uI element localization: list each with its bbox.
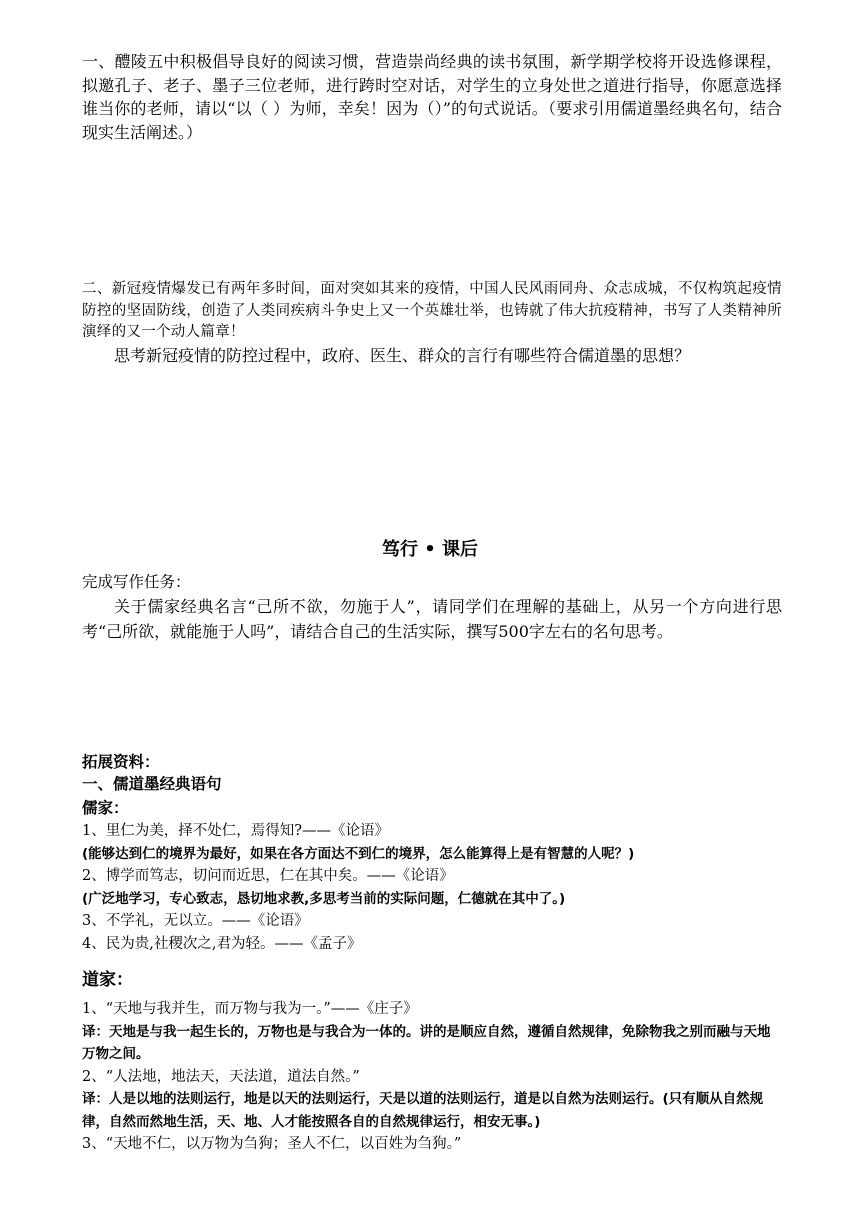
task-body: 关于儒家经典名言“己所不欲，勿施于人”，请同学们在理解的基础上，从另一个方向进行思考“己所欲，就能施于人吗”，请结合自己的生活实际，撰写500字左右的名句思考。 bbox=[82, 597, 782, 641]
quote-line: 2、博学而笃志，切问而近思，仁在其中矣。——《论语》 bbox=[82, 868, 454, 884]
quote-line: 2、“人法地，地法天，天法道，道法自然。” bbox=[82, 1068, 360, 1085]
extension-title: 拓展资料： bbox=[82, 753, 160, 771]
quote-line: 1、里仁为美，择不处仁，焉得知?——《论语》 bbox=[82, 823, 389, 839]
daoist-label: 道家： bbox=[82, 970, 133, 990]
quote-line: 1、“天地与我并生，而万物与我为一。”——《庄子》 bbox=[82, 1001, 418, 1017]
task-label: 完成写作任务： bbox=[82, 573, 191, 591]
confucian-quotes bbox=[82, 820, 782, 955]
translation-line: 译：天地是与我一起生长的，万物也是与我合为一体的。讲的是顺应自然，遵循自然规律，免除物我之别而融与天地万物之间。 bbox=[82, 1023, 771, 1062]
translation-line: 译：人是以地的法则运行，地是以天的法则运行，天是以道的法则运行，道是以自然为法则运行。(只有顺从自然规律，自然而然地生活，天、地、人才能按照各自的自然规律运行，相安无事。) bbox=[82, 1091, 764, 1130]
quote-line: 4、民为贵,社稷次之,君为轻。——《孟子》 bbox=[82, 935, 362, 952]
quote-line: 3、不学礼，无以立。——《论语》 bbox=[82, 913, 309, 929]
question-two-intro: 二、新冠疫情爆发已有两年多时间，面对突如其来的疫情，中国人民风雨同舟、众志成城，不仅构筑起疫情防控的坚固防线，创造了人类同疾病斗争史上又一个英雄壮举，也铸就了伟大抗疫精神，书写了人类精神所演绎的又一个动人篇章！ bbox=[82, 281, 782, 340]
translation-line: (广泛地学习，专心致志，恳切地求教,多思考当前的实际问题，仁德就在其中了。) bbox=[82, 890, 566, 907]
daoist-quotes bbox=[82, 998, 772, 1156]
section-heading: 笃行 • 课后 bbox=[381, 539, 479, 560]
confucian-label: 儒家： bbox=[82, 799, 129, 817]
translation-line: (能够达到仁的境界为最好，如果在各方面达不到仁的境界，怎么能算得上是有智慧的人呢？) bbox=[82, 845, 635, 862]
extension-subtitle: 一、儒道墨经典语句 bbox=[82, 775, 222, 793]
question-two-prompt: 思考新冠疫情的防控过程中，政府、医生、群众的言行有哪些符合儒道墨的思想？ bbox=[114, 346, 691, 365]
quote-line: 3、“天地不仁，以万物为刍狗；圣人不仁，以百姓为刍狗。” bbox=[82, 1136, 462, 1152]
question-one: 一、醴陵五中积极倡导良好的阅读习惯，营造崇尚经典的读书氛围，新学期学校将开设选修课程，拟邀孔子、老子、墨子三位老师，进行跨时空对话，对学生的立身处世之道进行指导，你愿意选择谁当你的老师，请以“以（ ）为师，幸矣！因为（）”的句式说话。（要求引用儒道墨经典名句，结合现实生活阐述。） bbox=[82, 52, 782, 142]
